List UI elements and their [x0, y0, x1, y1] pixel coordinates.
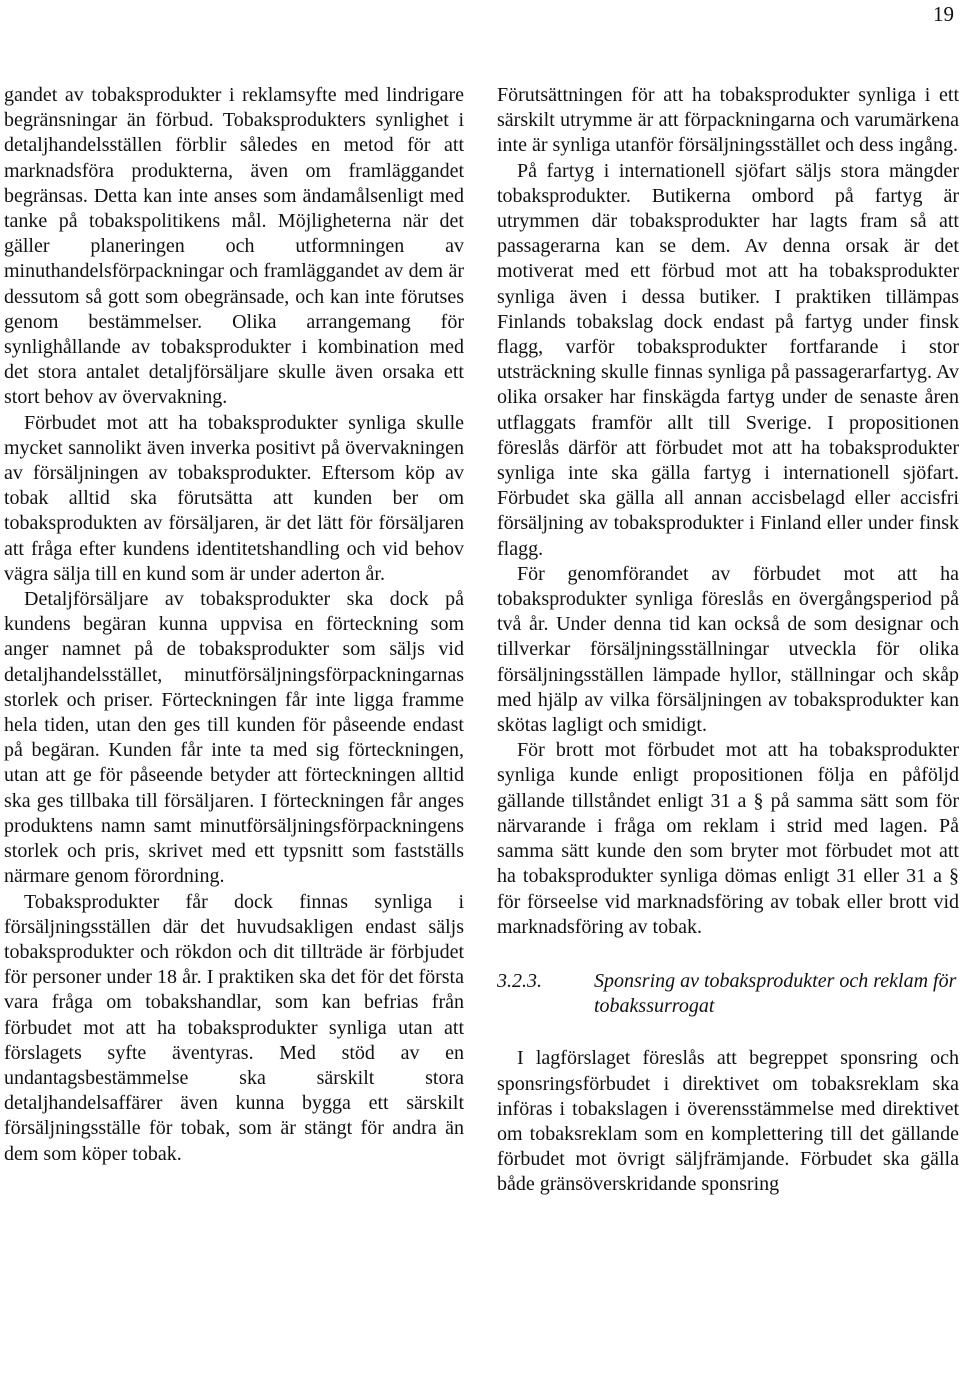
paragraph: Förbudet mot att ha tobaksprodukter synliga skulle mycket sannolikt även inverka positivt på övervakningen av försäljningen av tobaksprodukter. Eftersom köp av tobak alltid ska förutsätta att kunden ber om tobaksprodukten av försäljaren, är det lätt för försäljaren att fråga efter kundens identitetshandling och vid behov vägra sälja till en kund som är under aderton år.	[4, 411, 464, 585]
paragraph: I lagförslaget föreslås att begreppet sponsring och sponsringsförbudet i direktivet om tobaksreklam ska införas i tobakslagen i överensstämmelse med direktivet om tobaksreklam som en komplettering till det gällande förbudet mot övrigt säljfrämjande. Förbudet ska gälla både gränsöverskridande sponsring	[497, 1047, 959, 1196]
right-column	[497, 83, 959, 1198]
paragraph: För genomförandet av förbudet mot att ha tobaksprodukter synliga föreslås en övergångsperiod på två år. Under denna tid kan också de som designar och tillverkar försäljningsställningar utveckla för olika försäljningsställen lämpade hyllor, ställningar och skåp med hjälp av vilka försäljningen av tobaksprodukter kan skötas lagligt och smidigt.	[497, 562, 959, 737]
left-column	[4, 83, 464, 1167]
paragraph: Detaljförsäljare av tobaksprodukter ska dock på kundens begäran kunna uppvisa en förteckning som anger namnet på de tobaksprodukter som säljs vid detaljhandelsstället, minutförsäljningsförpackningarnas storlek och priser. Förteckningen får inte ligga framme hela tiden, utan den ges till kunden för påseende endast på begäran. Kunden får inte ta med sig förteckningen, utan att ge för påseende betyder att förteckningen alltid ska ges tillbaka till försäljaren. I förteckningen får anges produktens namn samt minutförsäljningsförpackningens storlek och pris, skrivet med ett typsnitt som fastställs närmare genom förordning.	[4, 588, 464, 888]
paragraph: Förutsättningen för att ha tobaksprodukter synliga i ett särskilt utrymme är att förpackningarna och varumärkena inte är synliga utanför försäljningsstället och dess ingång.	[497, 84, 959, 157]
paragraph: Tobaksprodukter får dock finnas synliga i försäljningsställen där det huvudsakligen endast säljs tobaksprodukter och rökdon och dit tillträde är förbjudet för personer under 18 år. I praktiken ska det för det första vara fråga om tobakshandlar, som kan befrias från förbudet mot att ha tobaksprodukter synliga utan att förslagets syfte äventyras. Med stöd av en undantagsbestämmelse ska särskilt stora detaljhandelsaffärer även kunna bygga ett särskilt försäljningsställe för tobak, som är stängt för andra än dem som köper tobak.	[4, 890, 464, 1165]
paragraph: gandet av tobaksprodukter i reklamsyfte med lindrigare begränsningar än förbud. Tobaksprodukters synlighet i detaljhandelsställen förblir således en metod för att marknadsföra produkterna, även om framläggandet begränsas. Detta kan inte anses som ändamålsenligt med tanke på tobakspolitikens mål. Möjligheterna när det gäller planeringen och utformningen av minuthandelsförpackningar och framläggandet av dem är dessutom så gott som obegränsade, och kan inte förutses genom bestämmelser. Olika arrangemang för synlighållande av tobaksprodukter i kombination med det stora antalet detaljförsäljare skulle även orsaka ett stort behov av övervakning.	[4, 84, 464, 409]
section-number: 3.2.3.	[497, 969, 542, 992]
section-heading	[497, 969, 959, 1019]
section-title: Sponsring av tobaksprodukter och reklam för tobakssurrogat	[594, 969, 957, 1018]
paragraph: På fartyg i internationell sjöfart säljs stora mängder tobaksprodukter. Butikerna ombord på fartyg är utrymmen där tobaksprodukter har lagts fram så att passagerarna kan se dem. Av denna orsak är det motiverat med ett förbud mot att ha tobaksprodukter synliga även i dessa butiker. I praktiken tillämpas Finlands tobakslag dock endast på fartyg under finsk flagg, varför tobaksprodukter fortfarande i stor utsträckning skulle finnas synliga på passagerarfartyg. Av olika orsaker har finskägda fartyg under de senaste åren utflaggats framför allt till Sverige. I propositionen föreslås därför att förbudet mot att ha tobaksprodukter synliga inte ska gälla fartyg i internationell sjöfart. Förbudet ska gälla all annan accisbelagd eller accisfri försäljning av tobaksprodukter i Finland eller under finsk flagg.	[497, 159, 959, 560]
page-number: 19	[933, 2, 954, 26]
paragraph: För brott mot förbudet mot att ha tobaksprodukter synliga kunde enligt propositionen följa en påföljd gällande tillståndet enligt 31 a § på samma sätt som för närvarande i fråga om reklam i strid med lagen. På samma sätt kunde den som bryter mot förbudet mot att ha tobaksprodukter synliga dömas enligt 31 eller 31 a § för förseelse vid marknadsföring av tobak eller brott vid marknadsföring av tobak.	[497, 739, 959, 938]
